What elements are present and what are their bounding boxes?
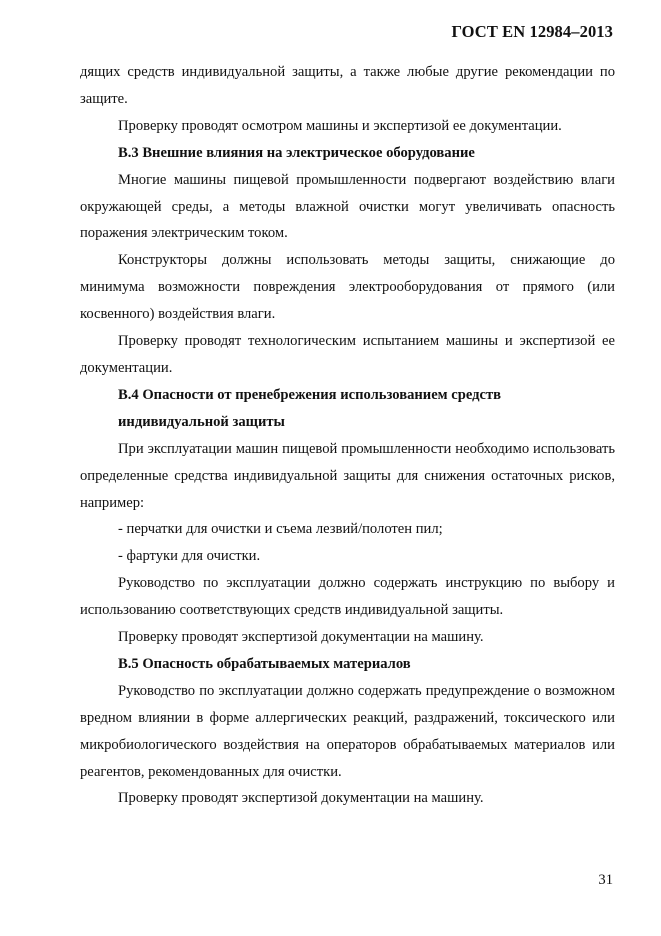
paragraph: Проверку проводят технологическим испытанием машины и экспертизой ее документации.	[80, 333, 615, 376]
paragraph: Проверку проводят осмотром машины и экспертизой ее документации.	[118, 117, 562, 134]
standard-code-header: ГОСТ EN 12984–2013	[451, 22, 613, 41]
section-heading-b3: В.3 Внешние влияния на электрическое оборудование	[118, 144, 475, 161]
paragraph: Руководство по эксплуатации должно содержать предупреждение о возможном вредном влиянии в форме аллергических реакций, раздражений, токсического или микробиологического воздействия на операторов обрабатываемых материалов или реагентов, рекомендованных для очистки.	[80, 682, 615, 780]
paragraph-continuation: дящих средств индивидуальной защиты, а также любые другие рекомендации по защите.	[80, 64, 615, 107]
paragraph: Проверку проводят экспертизой документации на машину.	[118, 790, 484, 807]
paragraph: Конструкторы должны использовать методы защиты, снижающие до минимума возможности повреждения электрооборудования от прямого (или косвенного) воздействия влаги.	[80, 252, 615, 323]
document-body	[80, 59, 615, 812]
list-item: - перчатки для очистки и съема лезвий/полотен пил;	[118, 521, 443, 538]
paragraph: При эксплуатации машин пищевой промышленности необходимо использовать определенные средства индивидуальной защиты для снижения остаточных рисков, например:	[80, 440, 615, 511]
section-heading-b4: В.4 Опасности от пренебрежения использованием средств индивидуальной защиты	[118, 386, 502, 430]
paragraph: Руководство по эксплуатации должно содержать инструкцию по выбору и использованию соответствующих средств индивидуальной защиты.	[80, 575, 615, 619]
paragraph: Многие машины пищевой промышленности подвергают воздействию влаги окружающей среды, а методы влажной очистки могут увеличивать опасность поражения электрическим током.	[80, 171, 615, 242]
page-number: 31	[598, 872, 613, 888]
section-heading-b5: В.5 Опасность обрабатываемых материалов	[118, 655, 411, 672]
list-item: - фартуки для очистки.	[118, 548, 261, 565]
paragraph: Проверку проводят экспертизой документации на машину.	[118, 629, 484, 646]
